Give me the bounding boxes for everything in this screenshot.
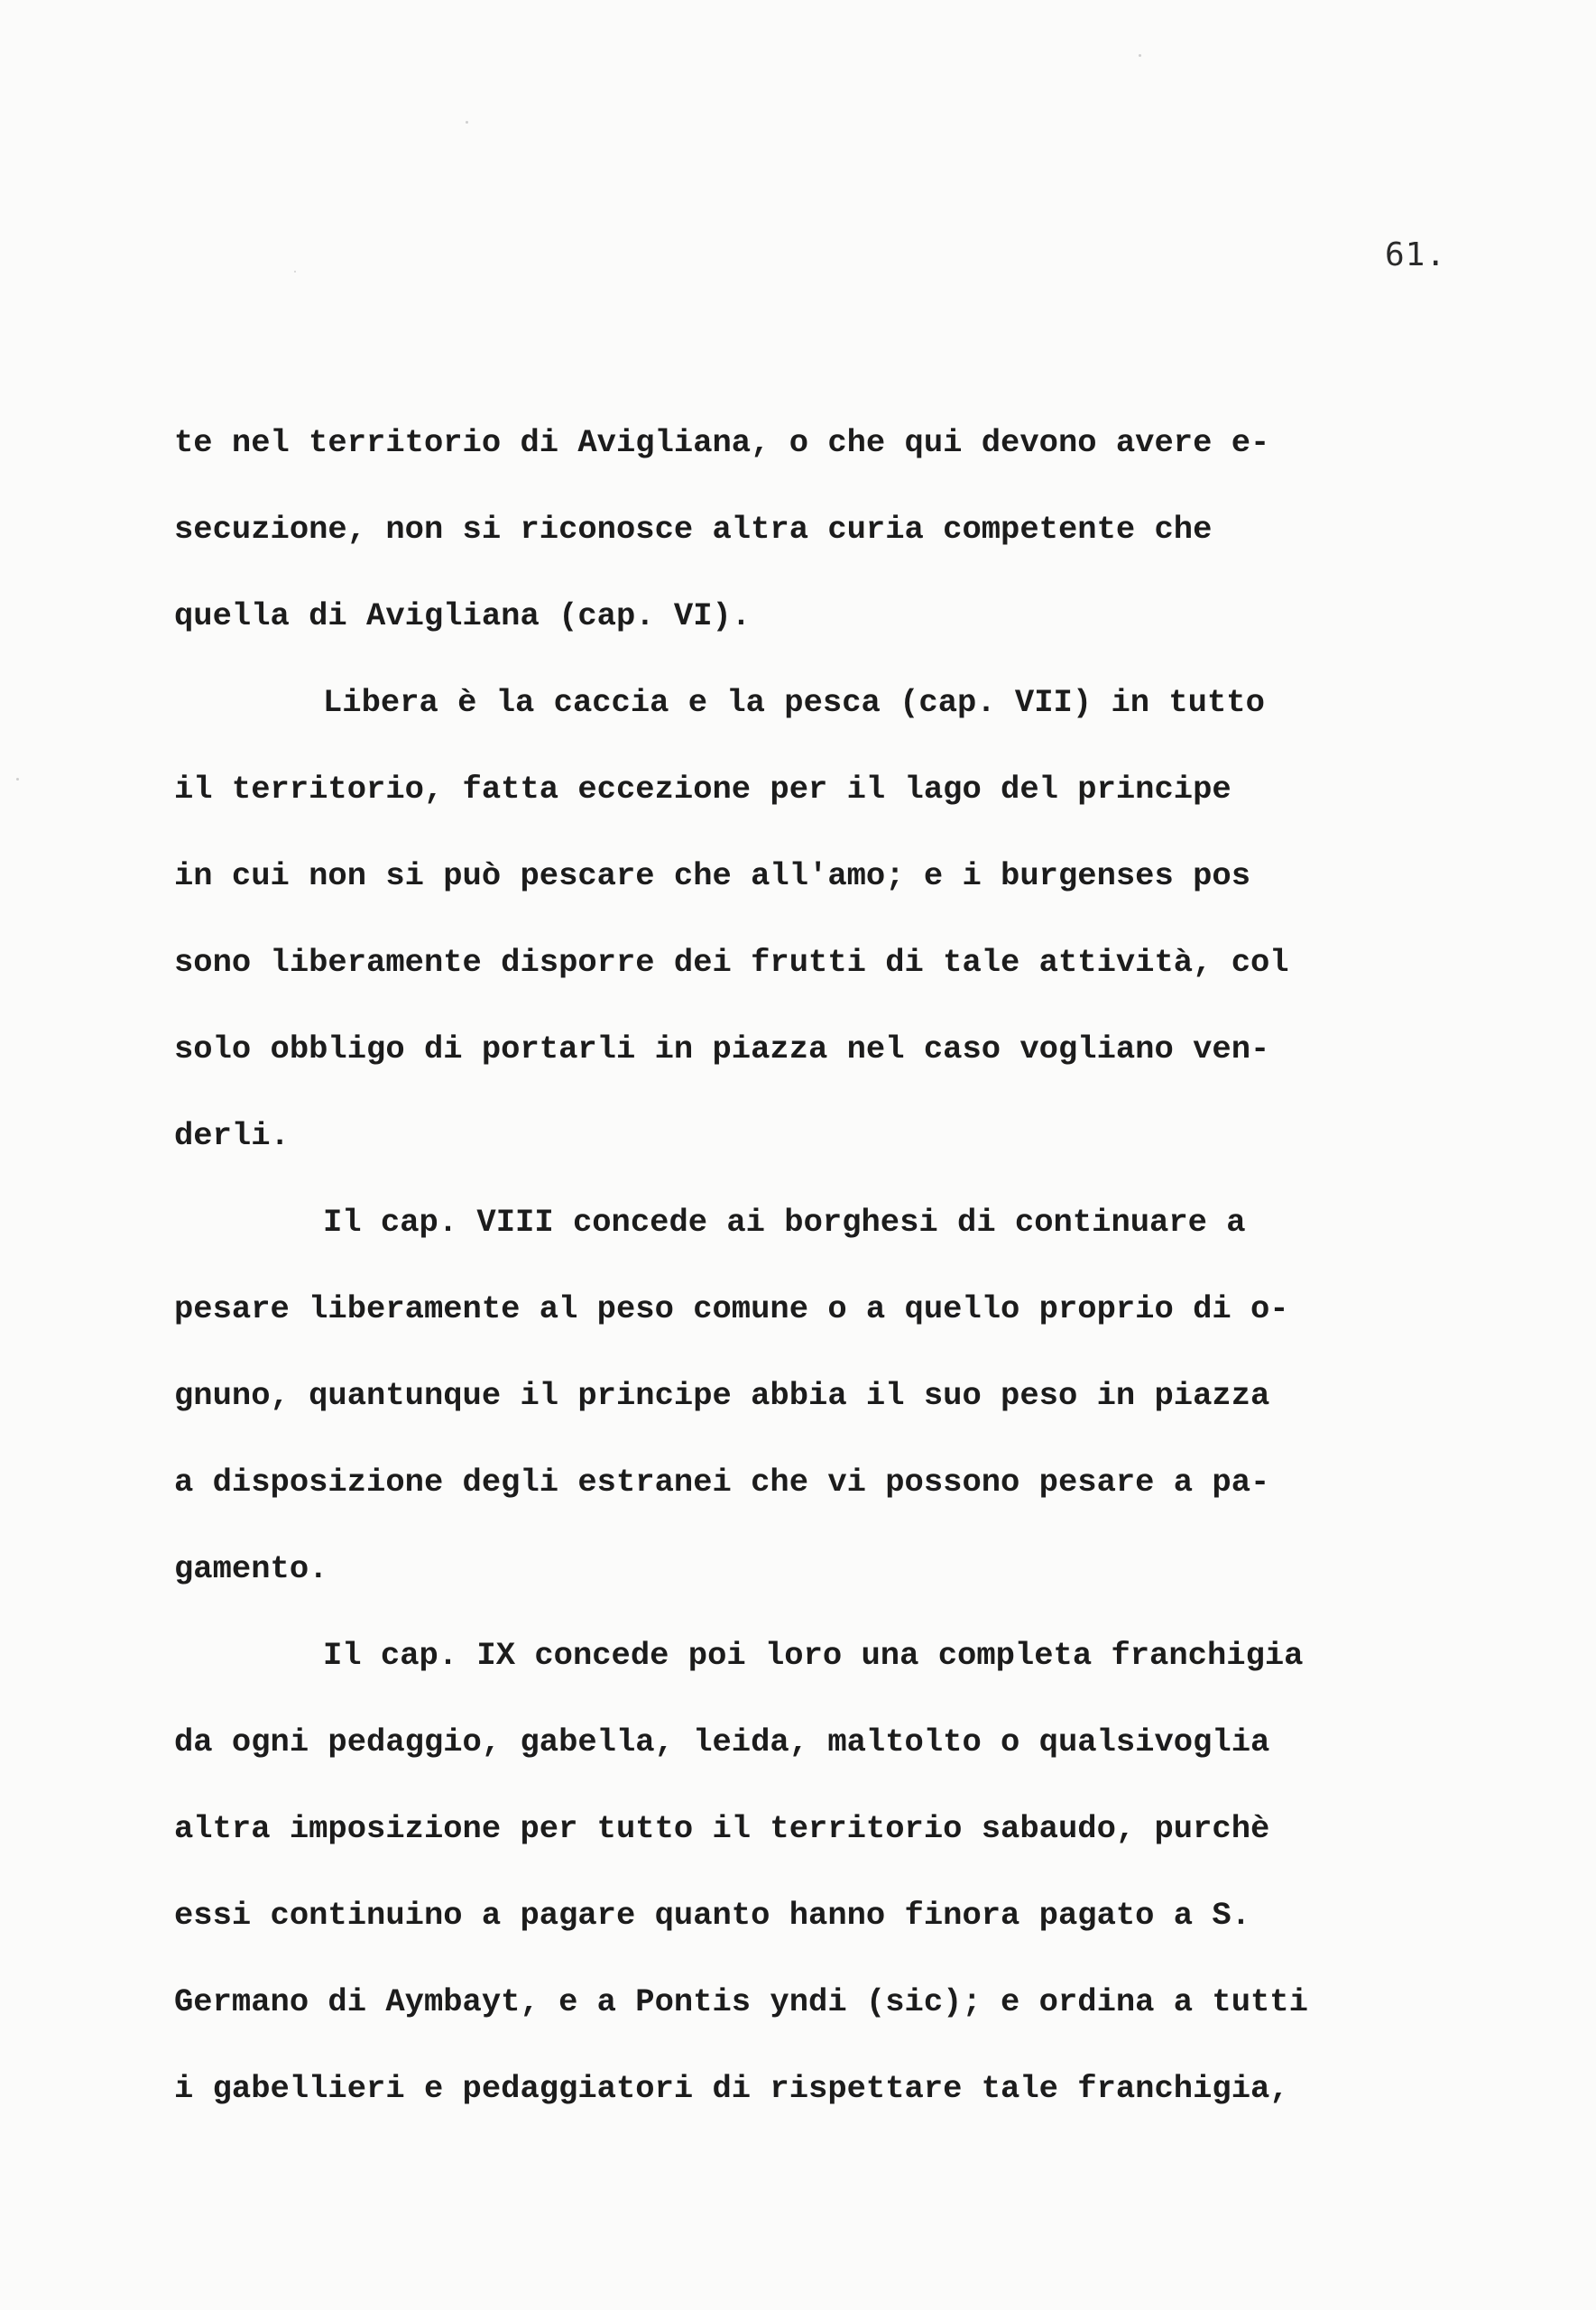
paper-speck bbox=[294, 271, 296, 273]
body-text bbox=[174, 411, 1491, 2144]
text-line: Germano di Aymbayt, e a Pontis yndi (sic); e ordina a tutti bbox=[174, 1983, 1308, 2020]
page-number: 61. bbox=[1385, 236, 1447, 273]
text-line: essi continuino a pagare quanto hanno finora pagato a S. bbox=[174, 1897, 1250, 1934]
paper-speck bbox=[16, 778, 19, 781]
text-line: quella di Avigliana (cap. VI). bbox=[174, 597, 752, 634]
text-line: secuzione, non si riconosce altra curia competente che bbox=[174, 511, 1213, 548]
paper-speck bbox=[466, 121, 468, 124]
paper-speck bbox=[1139, 54, 1141, 57]
text-line: solo obbligo di portarli in piazza nel caso vogliano ven- bbox=[174, 1030, 1270, 1067]
text-line: Libera è la caccia e la pesca (cap. VII) in tutto bbox=[323, 684, 1265, 721]
text-line: sono liberamente disporre dei frutti di tale attività, col bbox=[174, 944, 1289, 981]
text-line: Il cap. VIII concede ai borghesi di continuare a bbox=[323, 1204, 1246, 1241]
text-line: gamento. bbox=[174, 1550, 328, 1587]
text-line: te nel territorio di Avigliana, o che qui devono avere e- bbox=[174, 424, 1270, 461]
text-line: gnuno, quantunque il principe abbia il suo peso in piazza bbox=[174, 1377, 1270, 1414]
text-line: da ogni pedaggio, gabella, leida, maltolto o qualsivoglia bbox=[174, 1723, 1270, 1760]
text-line: il territorio, fatta eccezione per il lago del principe bbox=[174, 771, 1232, 808]
text-line: altra imposizione per tutto il territorio sabaudo, purchè bbox=[174, 1810, 1270, 1847]
text-line: a disposizione degli estranei che vi possono pesare a pa- bbox=[174, 1464, 1270, 1501]
text-line: derli. bbox=[174, 1117, 290, 1154]
text-line: pesare liberamente al peso comune o a quello proprio di o- bbox=[174, 1290, 1289, 1327]
text-line: i gabellieri e pedaggiatori di rispettare tale franchigia, bbox=[174, 2070, 1289, 2107]
text-line: in cui non si può pescare che all'amo; e i burgenses pos bbox=[174, 857, 1250, 894]
text-line: Il cap. IX concede poi loro una completa franchigia bbox=[323, 1637, 1304, 1674]
